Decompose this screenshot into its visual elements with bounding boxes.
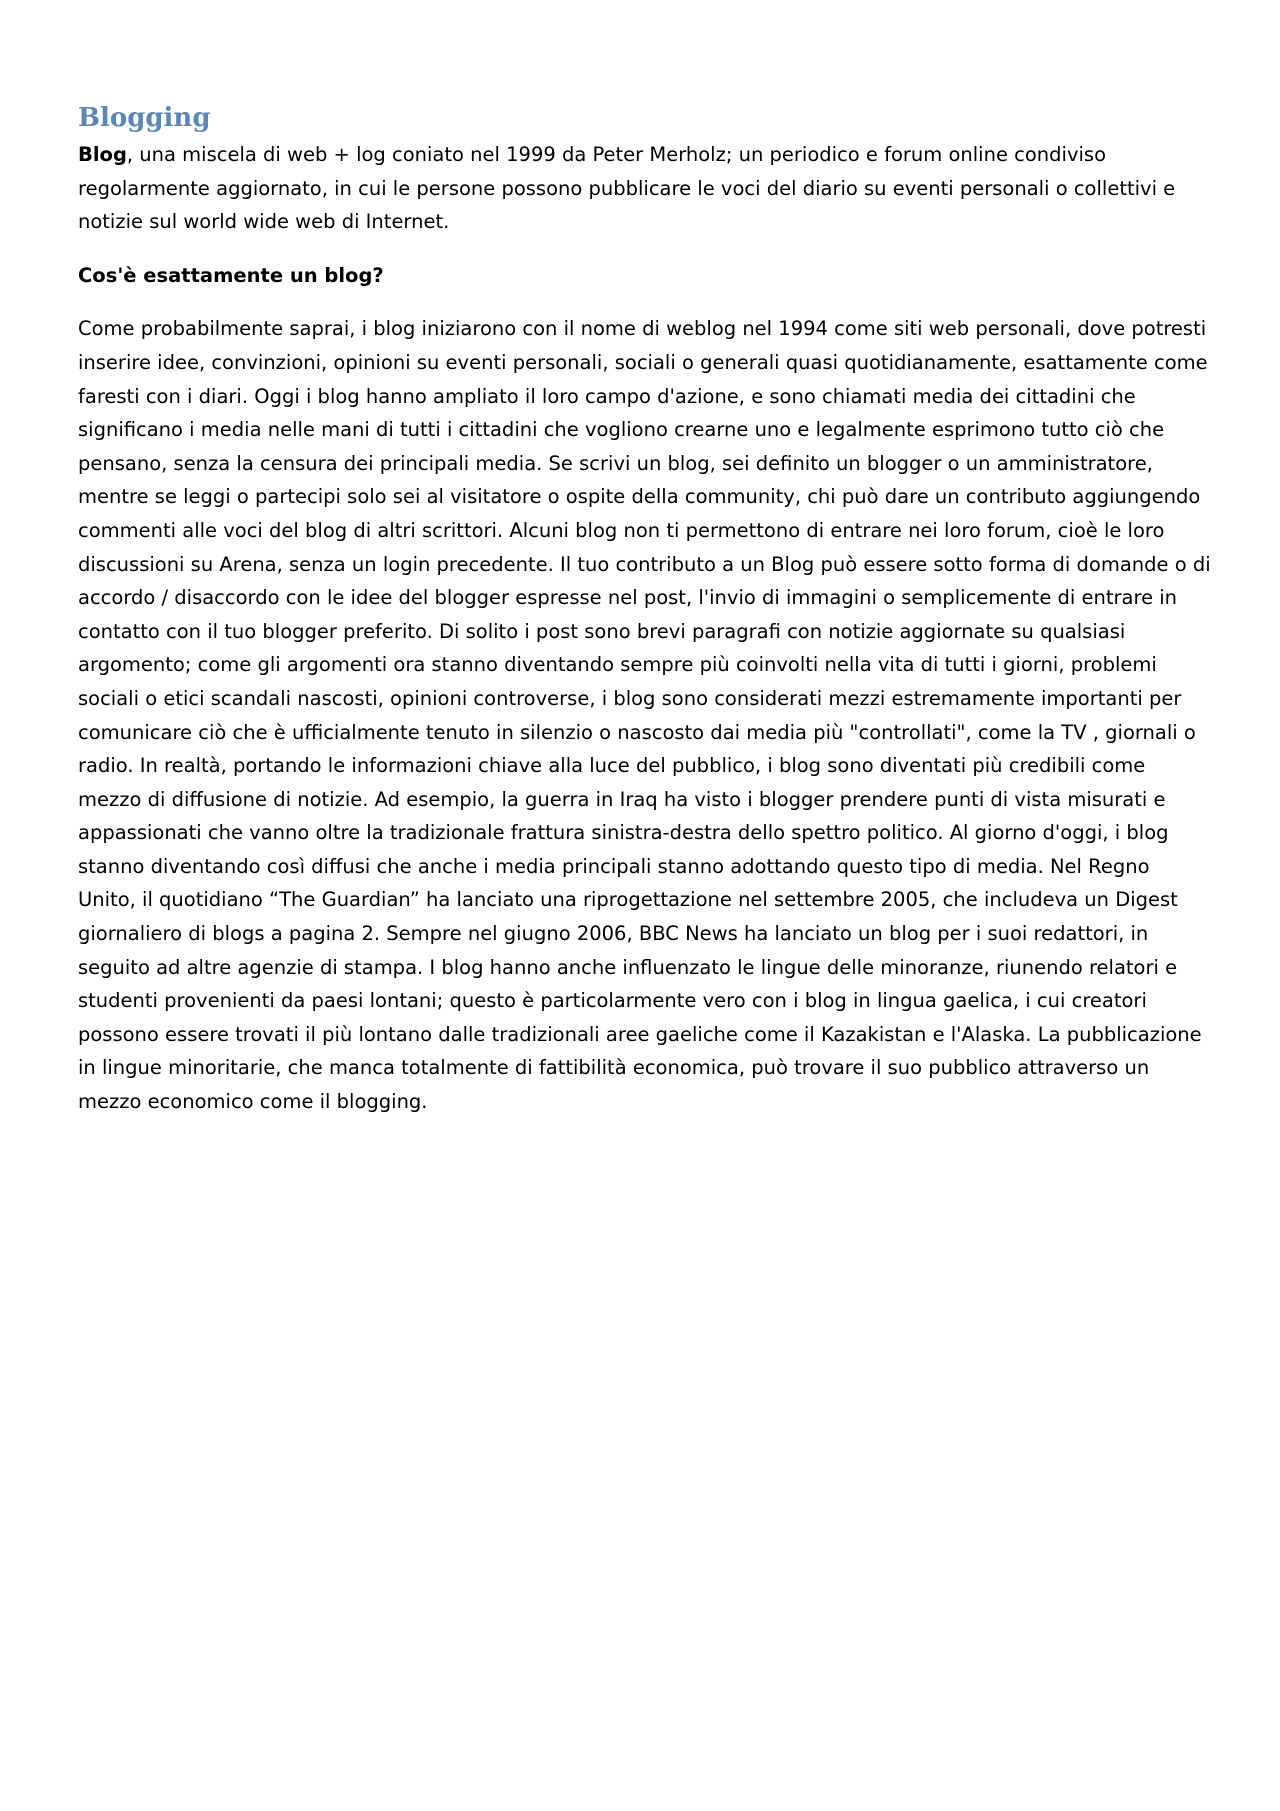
section-heading: Cos'è esattamente un blog? <box>78 263 384 287</box>
intro-term: Blog <box>78 143 127 166</box>
document-page <box>78 98 1212 1119</box>
intro-text: , una miscela di web + log coniato nel 1999 da Peter Merholz; un periodico e forum online condiviso regolarmente aggiornato, in cui le persone possono pubblicare le voci del diario su eventi personali o collettivi e notizie sul world wide web di Internet. <box>78 143 1176 234</box>
body-paragraph: Come probabilmente saprai, i blog iniziarono con il nome di weblog nel 1994 come siti web personali, dove potresti inserire idee, convinzioni, opinioni su eventi personali, sociali o generali quasi quotidianamente, esattamente come faresti con i diari. Oggi i blog hanno ampliato il loro campo d'azione, e sono chiamati media dei cittadini che significano i media nelle mani di tutti i cittadini che vogliono crearne uno e legalmente esprimono tutto ciò che pensano, senza la censura dei principali media. Se scrivi un blog, sei definito un blogger o un amministratore, mentre se leggi o partecipi solo sei al visitatore o ospite della community, chi può dare un contributo aggiungendo commenti alle voci del blog di altri scrittori. Alcuni blog non ti permettono di entrare nei loro forum, cioè le loro discussioni su Arena, senza un login precedente. Il tuo contributo a un Blog può essere sotto forma di domande o di accordo / disaccordo con le idee del blogger espresse nel post, l'invio di immagini o semplicemente di entrare in contatto con il tuo blogger preferito. Di solito i post sono brevi paragrafi con notizie aggiornate su qualsiasi argomento; come gli argomenti ora stanno diventando sempre più coinvolti nella vita di tutti i giorni, problemi sociali o etici scandali nascosti, opinioni controverse, i blog sono considerati mezzi estremamente importanti per comunicare ciò che è ufficialmente tenuto in silenzio o nascosto dai media più "controllati", come la TV , giornali o radio. In realtà, portando le informazioni chiave alla luce del pubblico, i blog sono diventati più credibili come mezzo di diffusione di notizie. Ad esempio, la guerra in Iraq ha visto i blogger prendere punti di vista misurati e appassionati che vanno oltre la tradizionale frattura sinistra-destra dello spettro politico. Al giorno d'oggi, i blog stanno diventando così diffusi che anche i media principali stanno adottando questo tipo di media. Nel Regno Unito, il quotidiano “The Guardian” ha lanciato una riprogettazione nel settembre 2005, che includeva un Digest giornaliero di blogs a pagina 2. Sempre nel giugno 2006, BBC News ha lanciato un blog per i suoi redattori, in seguito ad altre agenzie di stampa. I blog hanno anche influenzato le lingue delle minoranze, riunendo relatori e studenti provenienti da paesi lontani; questo è particolarmente vero con i blog in lingua gaelica, i cui creatori possono essere trovati il più lontano dalle tradizionali aree gaeliche come il Kazakistan e l'Alaska. La pubblicazione in lingue minoritarie, che manca totalmente di fattibilità economica, può trovare il suo pubblico attraverso un mezzo economico come il blogging. <box>78 317 1211 1114</box>
intro-paragraph <box>78 138 1212 239</box>
document-title: Blogging <box>78 103 211 133</box>
